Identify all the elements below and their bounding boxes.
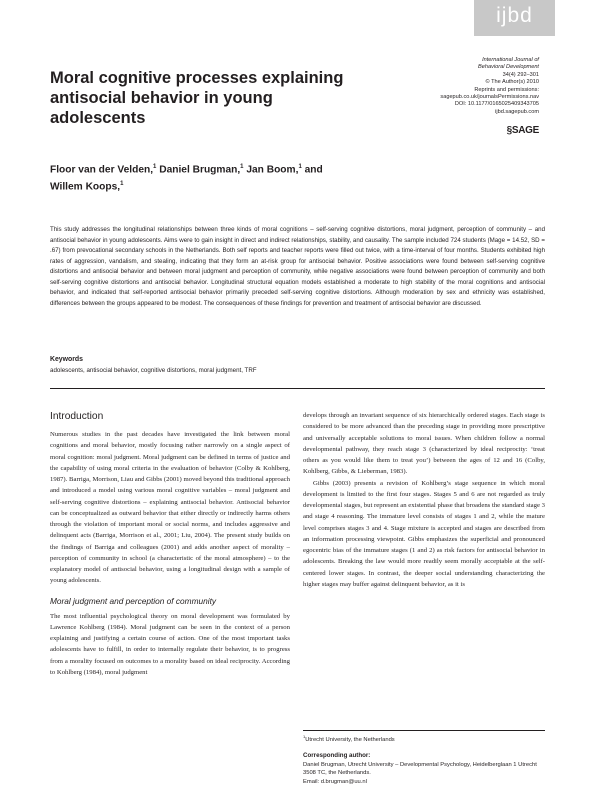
corresponding-author-address: Daniel Brugman, Utrecht University – Developmental Psychology, Heidelberglaan 1 Utrecht 3508 TC, the Netherlands. <box>303 762 537 777</box>
abstract: This study addresses the longitudinal relationships between three kinds of moral cognitions – self-serving cognitive distortions, moral judgment, perception of community – and antisocial behavior in young adolescents. Aims were to gain insight in direct and indirect relationships, stability, and causality. The sample included 724 students (Mage = 14.52, SD = .67) from prevocational secondary schools in the Netherlands. Both self reports and teacher reports were filled out twice, with a time-interval of four months. Students exhibited high rates of aggression, vandalism, and stealing, indicating that they form an at-risk group for antisocial behavior. Positive associations were found between self-serving cognitive distortions and antisocial behavior and between moral judgment and perception of community, while negative associations were found between perception of community and both self-serving cognitive distortions and antisocial behavior. Longitudinal structural equation models established a moderate to high stability of the moral cognitions and antisocial behavior, and indicated that self-reported antisocial behavior primarily preceded self-serving cognitive distortions. Although moderation by sex and ethnicity was established, differences between the groups appeared to be modest. The consequences of these findings for prevention and treatment of antisocial behavior are discussed. <box>50 226 545 307</box>
affiliation-footnote: $^1$Utrecht University, the Netherlands <box>303 734 395 743</box>
copyright: © The Author(s) 2010 <box>485 79 539 86</box>
permissions-link[interactable]: sagepub.co.uk/journalsPermissions.nav <box>440 94 539 101</box>
journal-volume: 34(4) 292–301 <box>502 71 539 78</box>
sage-mark-icon: § <box>506 125 512 136</box>
left-column <box>50 410 290 678</box>
journal-name-line1: International Journal of <box>482 57 539 63</box>
keywords-text: adolescents, antisocial behavior, cognitive distortions, moral judgment, TRF <box>50 367 257 374</box>
corresponding-author-details <box>303 761 545 786</box>
introduction-heading: Introduction <box>50 411 104 422</box>
gibbs-paragraph: Gibbs (2003) presents a revision of Kohlberg’s stage sequence in which moral development is limited to the first four stages. Stages 5 and 6 are not regarded as truly developmental stages, but represent an existential phase that broadens the standard stage 3 and stage 4 reasoning. The immature level consists of stages 1 and 2, while the mature level comprises stages 3 and 4. Stage mixture is accepted and stages are described from an information processing viewpoint. Gibbs emphasizes the superficial and pronounced egocentric bias of the immature stages (1 and 2) as risk factors for antisocial behavior in adolescents. Breaking the law would more readily seem morally acceptable at the self-centered lower stages. In contrast, the deeper social understanding characterizing the higher stages may buffer against delinquent behavior, as it is <box>303 479 545 588</box>
right-column <box>303 410 545 590</box>
journal-logo: ijbd <box>496 4 533 27</box>
author-list: Floor van der Velden,$^1$ Daniel Brugman,$^1$ Jan Boom,$^1$ and Willem Koops,$^1$ <box>50 164 323 193</box>
subsection-heading: Moral judgment and perception of community <box>50 595 217 606</box>
corresponding-author-heading: Corresponding author: <box>303 752 371 759</box>
doi[interactable]: DOI: 10.1177/0165025409343705 <box>454 101 539 108</box>
footnote-divider <box>303 730 545 731</box>
stage-paragraph: develops through an invariant sequence of six hierarchically ordered stages. Each stage is considered to be more advanced than the preceding stage in providing more prescriptive and universally acceptable solutions to moral issues. When children follow a normal developmental pathway, they reach stage 3 (characterized by ideal reciprocity: ‘treat others as you would like them to treat you’) between the ages of 12 and 16 (Colby, Kohlberg, Gibbs, & Lieberman, 1983). <box>303 412 545 476</box>
reprints-label: Reprints and permissions: <box>474 86 539 93</box>
keywords-heading: Keywords <box>50 356 83 363</box>
section-divider <box>50 388 545 389</box>
journal-website[interactable]: ijbd.sagepub.com <box>495 108 539 115</box>
article-title: Moral cognitive processes explaining antisocial behavior in young adolescents <box>50 69 344 127</box>
intro-paragraph: Numerous studies in the past decades have investigated the link between moral cognitions and moral behavior, mostly focusing rather narrowly on a single aspect of moral cognition: moral judgment. Moral judgment can be defined in terms of justice and the capability of using moral criteria in the evaluation of behavior (Colby & Kohlberg, 1987). Barriga, Morrison, Liau and Gibbs (2001) moved beyond this traditional approach and introduced a model using various moral cognitive variables – moral judgment and self-serving cognitive distortions – explaining antisocial behavior. Antisocial behavior can be conceptualized as outward behavior that either directly or indirectly harms others through the violation of important moral or social norms, and includes aggressive and delinquent acts (Barriga, Morrison et al., 2001; Liu, 2004). The present study builds on the findings of Barriga and colleagues (2001) and adds another aspect of morality – perception of community in school (a characteristic of the moral atmosphere) – to the explanatory model of antisocial behavior, using a longitudinal design with a sample of young adolescents. <box>50 431 290 585</box>
journal-metadata <box>369 57 539 116</box>
moral-judgment-paragraph: The most influential psychological theory on moral development was formulated by Lawrence Kohlberg (1984). Moral judgment can be seen in the context of a person explaining and justifying a certain course of action. One of the most important tasks adolescents have to fulfill, in order to internally regulate their behavior, is to progress from a morality focused on outcomes to a morality based on ideal reciprocity. According to Kohlberg (1984), moral judgment <box>50 612 290 676</box>
sage-logo: §SAGE <box>506 125 539 136</box>
corresponding-author-email[interactable]: Email: d.brugman@uu.nl <box>303 778 367 785</box>
journal-name-line2: Behavioral Development <box>478 64 539 71</box>
